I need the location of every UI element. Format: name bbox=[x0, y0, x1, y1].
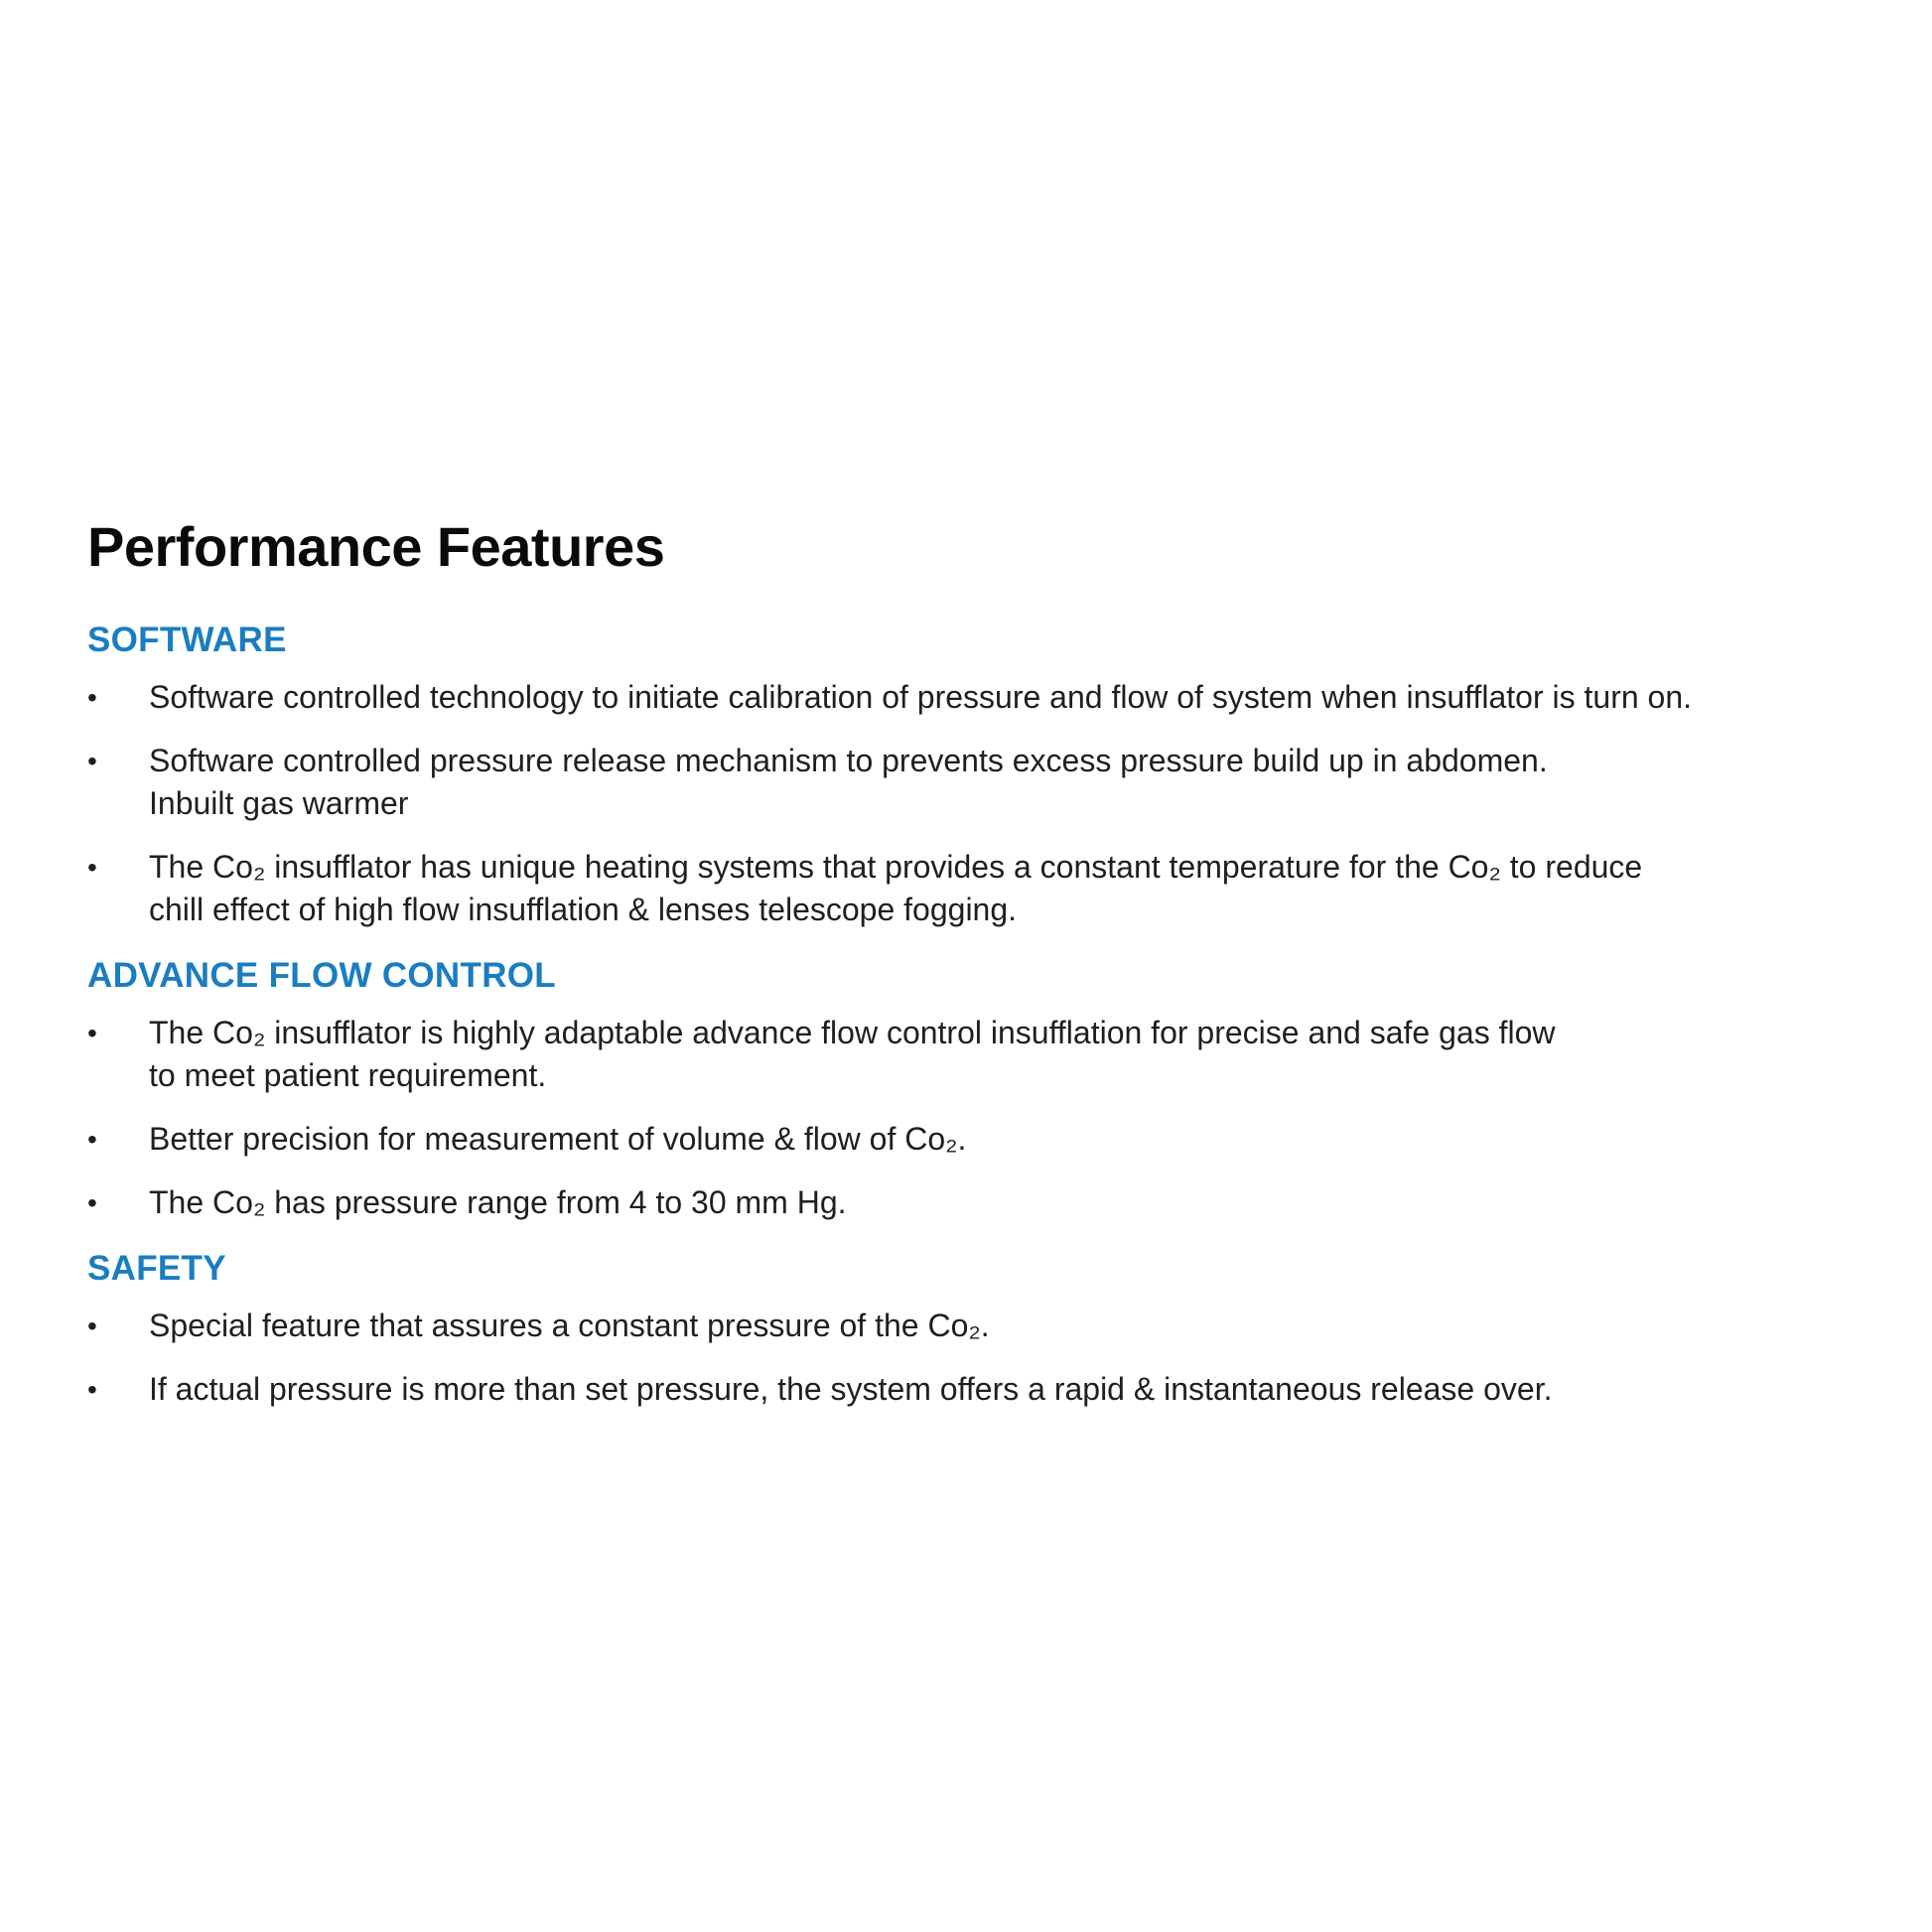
page-title: Performance Features bbox=[87, 515, 665, 578]
list-item bbox=[87, 1012, 1874, 1097]
bullet-icon: • bbox=[87, 852, 97, 883]
list-item-text: chill effect of high flow insufflation & lenses telescope fogging. bbox=[149, 892, 1018, 927]
list-item bbox=[87, 1368, 1874, 1411]
list-item-text: If actual pressure is more than set pressure, the system offers a rapid & instantaneous release over. bbox=[149, 1371, 1553, 1407]
bullet-icon: • bbox=[87, 1124, 97, 1155]
list-item-text: Special feature that assures a constant pressure of the Co₂. bbox=[149, 1308, 990, 1343]
list-item bbox=[87, 1305, 1874, 1347]
bullet-icon: • bbox=[87, 1187, 97, 1218]
list-item-text: to meet patient requirement. bbox=[149, 1057, 547, 1093]
bullet-icon: • bbox=[87, 1018, 97, 1048]
list-item bbox=[87, 1118, 1874, 1161]
list-item-text: Software controlled technology to initiate calibration of pressure and flow of system when insufflator is turn on. bbox=[149, 679, 1693, 715]
safety-feature-list bbox=[87, 1305, 1874, 1411]
list-item bbox=[87, 740, 1874, 825]
bullet-icon: • bbox=[87, 1311, 97, 1341]
list-item bbox=[87, 846, 1874, 931]
list-item bbox=[87, 676, 1874, 719]
list-item-text: Inbuilt gas warmer bbox=[149, 785, 409, 821]
list-item-text: Software controlled pressure release mechanism to prevents excess pressure build up in abdomen. bbox=[149, 743, 1548, 778]
list-item-text: Better precision for measurement of volume & flow of Co₂. bbox=[149, 1121, 967, 1157]
section-heading-safety: SAFETY bbox=[87, 1249, 226, 1288]
list-item-text: The Co₂ insufflator has unique heating systems that provides a constant temperature for the Co₂ to reduce bbox=[149, 849, 1643, 885]
flow-control-feature-list bbox=[87, 1012, 1874, 1224]
list-item bbox=[87, 1181, 1874, 1224]
software-feature-list bbox=[87, 676, 1874, 931]
bullet-icon: • bbox=[87, 1374, 97, 1405]
bullet-icon: • bbox=[87, 746, 97, 776]
list-item-text: The Co₂ has pressure range from 4 to 30 mm Hg. bbox=[149, 1184, 847, 1220]
section-heading-software: SOFTWARE bbox=[87, 621, 287, 659]
section-heading-advance-flow-control: ADVANCE FLOW CONTROL bbox=[87, 956, 556, 995]
document-content bbox=[87, 511, 1874, 1432]
list-item-text: The Co₂ insufflator is highly adaptable advance flow control insufflation for precise and safe gas flow bbox=[149, 1015, 1556, 1050]
bullet-icon: • bbox=[87, 682, 97, 713]
